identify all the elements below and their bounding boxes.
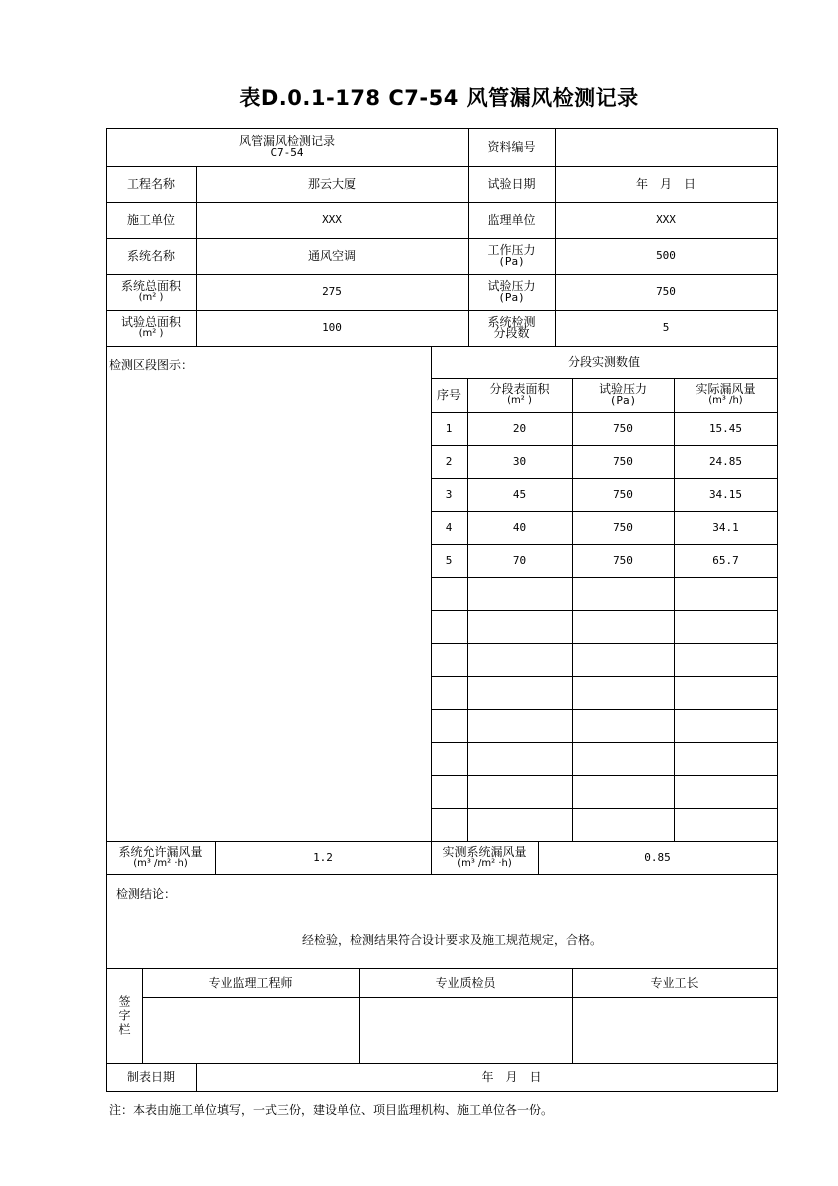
page-title: 表D.0.1-178 C7-54 风管漏风检测记录 <box>239 86 639 110</box>
signature-label-cell <box>106 968 142 1063</box>
test-pressure-unit: (Pa) <box>498 291 525 304</box>
allow-leak-unit: (m³ /m² ·h) <box>133 857 188 869</box>
col-leak-unit: (m³ /h) <box>708 395 743 406</box>
inspector-signature-box[interactable] <box>360 998 571 1062</box>
test-pressure-value[interactable]: 750 <box>656 285 676 298</box>
row-1-area[interactable]: 20 <box>512 421 527 435</box>
row-2-leak[interactable]: 24.85 <box>708 454 743 468</box>
col-pressure-text: 试验压力 <box>598 382 647 396</box>
col-pressure-header <box>572 378 674 412</box>
form-name-cell <box>106 128 468 166</box>
allow-leak-text: 系统允许漏风量 <box>118 844 203 859</box>
supervision-unit-value[interactable]: XXX <box>656 213 676 226</box>
row-5-area[interactable]: 70 <box>512 553 527 567</box>
row-3-no: 3 <box>445 487 453 501</box>
conclusion-text[interactable]: 经检验，检测结果符合设计要求及施工规范规定，合格。 <box>301 933 602 947</box>
row-2-area[interactable]: 30 <box>512 454 527 468</box>
supervisor-signature-box[interactable] <box>143 998 358 1062</box>
allow-leak-value[interactable]: 1.2 <box>313 850 333 864</box>
actual-leak-text: 实测系统漏风量 <box>442 844 527 859</box>
segments-text-1: 系统检测 <box>487 315 536 329</box>
segments-value[interactable]: 5 <box>662 321 670 334</box>
system-name-label: 系统名称 <box>126 249 175 263</box>
segments-text-2: 分段数 <box>493 326 530 340</box>
test-area-value[interactable]: 100 <box>322 321 342 334</box>
prepared-date-value[interactable]: 年 月 日 <box>481 1070 542 1084</box>
col-area-text: 分段表面积 <box>489 382 550 396</box>
total-area-value[interactable]: 275 <box>322 285 342 298</box>
row-2-no: 2 <box>445 454 453 468</box>
test-date-value[interactable]: 年 月 日 <box>635 177 696 191</box>
construction-unit-value[interactable]: XXX <box>322 213 342 226</box>
supervision-unit-label: 监理单位 <box>487 213 536 227</box>
row-1-no: 1 <box>445 421 453 435</box>
row-3-pressure[interactable]: 750 <box>613 487 633 501</box>
total-area-text: 系统总面积 <box>120 279 181 293</box>
foreman-label: 专业工长 <box>650 975 699 990</box>
diagram-area[interactable] <box>107 374 430 840</box>
col-leak-header <box>674 378 777 412</box>
working-pressure-value[interactable]: 500 <box>656 249 676 262</box>
col-leak-text: 实际漏风量 <box>695 382 756 396</box>
row-5-no: 5 <box>445 553 453 567</box>
conclusion-label: 检测结论： <box>116 887 177 901</box>
row-4-leak[interactable]: 34.1 <box>712 520 739 534</box>
allow-leak-label <box>106 841 215 874</box>
segments-heading: 分段实测数值 <box>567 355 640 369</box>
row-5-leak[interactable]: 65.7 <box>712 553 739 567</box>
col-area-header <box>467 378 572 412</box>
project-name-label: 工程名称 <box>126 177 175 191</box>
actual-leak-value[interactable]: 0.85 <box>644 850 671 864</box>
working-pressure-unit: (Pa) <box>498 255 525 268</box>
actual-leak-label <box>431 841 538 874</box>
working-pressure-label <box>468 238 555 274</box>
diagram-label: 检测区段图示： <box>109 358 194 372</box>
working-pressure-text: 工作压力 <box>487 243 536 257</box>
test-area-unit: (m² ) <box>138 328 164 339</box>
total-area-label <box>106 274 196 310</box>
doc-no-label: 资料编号 <box>487 140 536 154</box>
test-area-text: 试验总面积 <box>120 315 181 329</box>
doc-no-value[interactable] <box>555 128 777 166</box>
foreman-signature-box[interactable] <box>573 998 776 1062</box>
construction-unit-label: 施工单位 <box>126 213 175 227</box>
col-no-header: 序号 <box>436 388 461 402</box>
system-name-value[interactable]: 通风空调 <box>307 249 356 263</box>
supervisor-label: 专业监理工程师 <box>208 975 293 990</box>
total-area-unit: (m² ) <box>138 292 164 303</box>
test-pressure-label <box>468 274 555 310</box>
row-3-area[interactable]: 45 <box>512 487 527 501</box>
segments-label <box>468 310 555 346</box>
row-5-pressure[interactable]: 750 <box>613 553 633 567</box>
row-4-pressure[interactable]: 750 <box>613 520 633 534</box>
row-1-pressure[interactable]: 750 <box>613 421 633 435</box>
row-3-leak[interactable]: 34.15 <box>708 487 743 501</box>
row-4-area[interactable]: 40 <box>512 520 527 534</box>
row-2-pressure[interactable]: 750 <box>613 454 633 468</box>
project-name-value[interactable]: 那云大厦 <box>307 177 356 191</box>
test-date-label: 试验日期 <box>487 177 536 191</box>
inspector-label: 专业质检员 <box>435 975 496 990</box>
prepared-date-label: 制表日期 <box>126 1070 175 1084</box>
test-pressure-text: 试验压力 <box>487 279 536 293</box>
form-name: 风管漏风检测记录 <box>238 134 335 148</box>
col-pressure-unit: (Pa) <box>609 394 637 407</box>
signature-label: 签字栏 <box>117 994 131 1037</box>
test-area-label <box>106 310 196 346</box>
footnote: 注：本表由施工单位填写，一式三份，建设单位、项目监理机构、施工单位各一份。 <box>109 1103 554 1117</box>
row-1-leak[interactable]: 15.45 <box>708 421 743 435</box>
col-area-unit: (m² ) <box>507 395 532 406</box>
form-code: C7-54 <box>270 146 304 159</box>
actual-leak-unit: (m³ /m² ·h) <box>457 857 512 869</box>
row-4-no: 4 <box>445 520 453 534</box>
